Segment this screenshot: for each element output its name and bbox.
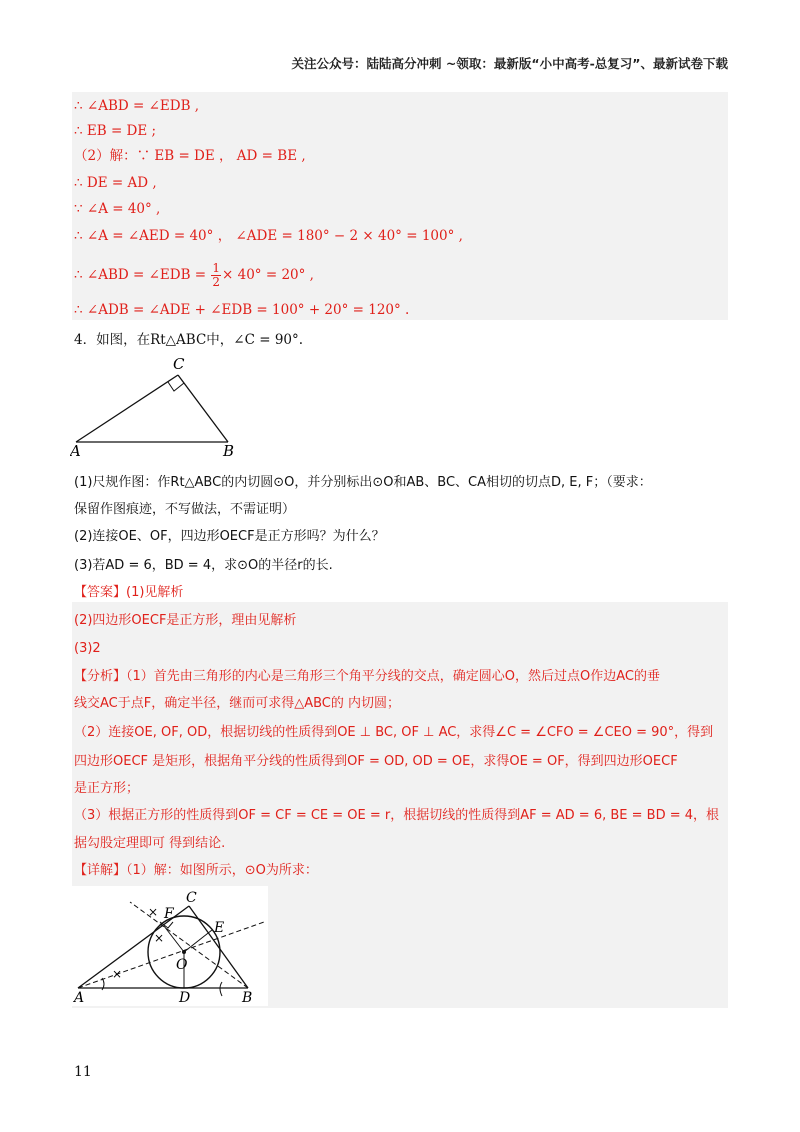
incircle-figure [72,886,268,1006]
solution-line-5: ∵ ∠A = 40° , [74,201,161,217]
label-a: A [74,990,85,1006]
solution-line-1: ∴ ∠ABD = ∠EDB , [74,98,200,114]
answer-3: (3)2 [74,641,101,656]
solution-line-4: ∴ DE = AD , [74,175,157,191]
arc-mark-b [220,982,222,996]
side-cb [178,375,228,442]
answer-2: (2)四边形OECF是正方形，理由见解析 [74,613,297,628]
fraction [211,262,221,289]
cross-mark-1: × [112,967,123,981]
fraction-numerator: 1 [212,261,221,275]
fraction-denominator: 2 [212,275,221,289]
question-1-line-1: (1)尺规作图：作Rt△ABC的内切圆⊙O，并分别标出⊙O和AB、BC、CA相切的切点D, E, F；（要求： [74,475,652,490]
label-c: C [186,890,197,906]
solution-line-6: ∴ ∠A = ∠AED = 40° ， ∠ADE = 180° − 2 × 40° = 100° , [74,228,463,244]
analysis-line-7: 据勾股定理即可 得到结论. [74,836,226,851]
right-angle-mark [168,382,184,391]
analysis-line-6: （3）根据正方形的性质得到OF = CF = CE = OE = r，根据切线的性质得到AF = AD = 6, BE = BD = 4，根 [74,808,720,823]
analysis-line-1: 【分析】（1）首先由三角形的内心是三角形三个角平分线的交点，确定圆心O，然后过点O作边AC的垂 [74,669,660,684]
center-point [182,950,186,954]
triangle-figure [70,352,250,462]
solution-line-7-tail: × 40° = 20° , [222,267,314,283]
label-a: A [70,442,81,460]
problem-stem: 4．如图，在Rt△ABC中，∠C = 90°. [74,332,304,348]
page-number: 11 [74,1064,92,1080]
label-d: D [179,990,191,1006]
analysis-line-2: 线交AC于点F，确定半径，继而可求得△ABC的 内切圆； [74,696,401,711]
angle-bisector-a [78,922,264,988]
page-header: 关注公众号：陆陆高分冲刺 ~领取：最新版“小中高考-总复习”、最新试卷下载 [291,56,728,71]
analysis-line-4: 四边形OECF 是矩形，根据角平分线的性质得到OF = OD, OD = OE，求得OE = OF，得到四边形OECF [74,754,678,769]
solution-line-8: ∴ ∠ADB = ∠ADE + ∠EDB = 100° + 20° = 120° . [74,302,410,318]
answer-1: 【答案】(1)见解析 [74,585,184,600]
analysis-line-5: 是正方形； [74,781,140,796]
question-2: (2)连接OE、OF，四边形OECF是正方形吗？为什么？ [74,529,385,544]
question-3: (3)若AD = 6，BD = 4，求⊙O的半径r的长. [74,558,333,573]
label-e: E [214,920,225,936]
solution-line-7 [74,262,314,289]
solution-line-7-lead: ∴ ∠ABD = ∠EDB = [74,267,211,283]
label-o: O [176,957,188,973]
label-b: B [242,990,253,1006]
analysis-line-3: （2）连接OE, OF, OD，根据切线的性质得到OE ⊥ BC, OF ⊥ AC，求得∠C = ∠CFO = ∠CEO = 90°，得到 [74,725,714,740]
label-b: B [223,442,235,460]
solution-line-2: ∴ EB = DE ; [74,123,157,139]
question-1-line-2: 保留作图痕迹，不写做法，不需证明） [74,502,296,517]
cross-mark-2: × [148,905,159,919]
cross-mark-3: × [154,931,165,945]
radius-oe [184,930,212,952]
detail-line-1: 【详解】（1）解：如图所示，⊙O为所求： [74,863,318,878]
side-ac [76,375,178,442]
solution-line-3: （2）解：∵ EB = DE ， AD = BE , [74,148,306,164]
label-c: C [173,355,185,373]
label-f: F [164,906,174,922]
